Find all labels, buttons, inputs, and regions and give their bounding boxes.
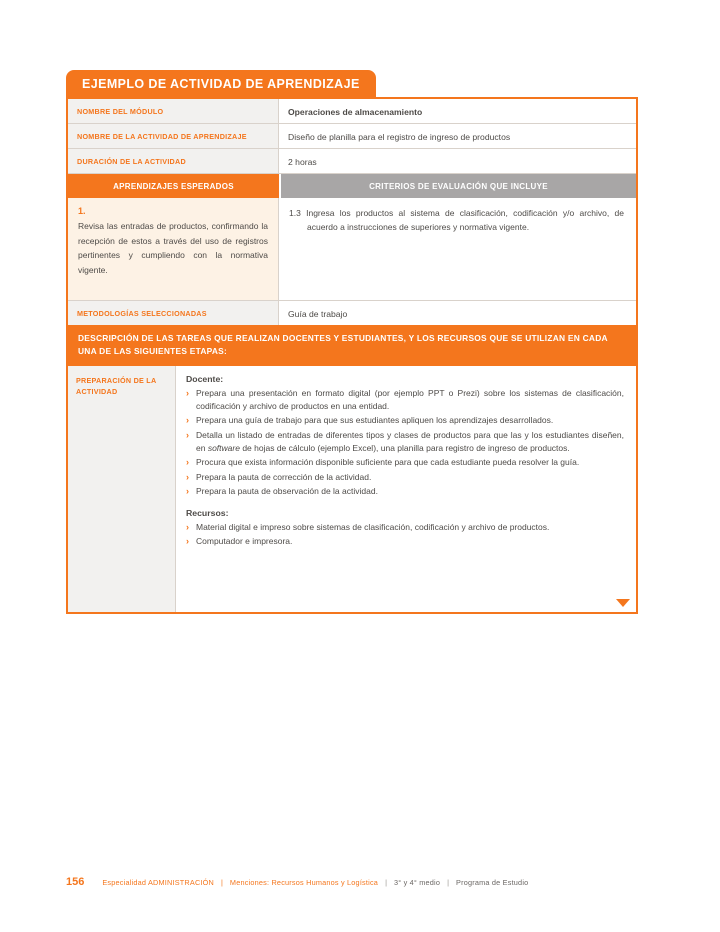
duration-value: 2 horas	[288, 156, 317, 167]
table-row-methodology	[68, 300, 636, 325]
list-item: › Prepara una presentación en formato digital (por ejemplo PPT o Prezi) sobre los sistemas de clasificación, codificación y archivo de productos en una entidad.	[186, 387, 624, 414]
footer-program: Programa de Estudio	[456, 878, 529, 887]
tasks-description-banner: DESCRIPCIÓN DE LAS TAREAS QUE REALIZAN DOCENTES Y ESTUDIANTES, Y LOS RECURSOS QUE SE UTILIZAN EN CADA UNA DE LAS SIGUIENTES ETAPAS:	[68, 325, 636, 366]
list-item: › Prepara la pauta de corrección de la actividad.	[186, 471, 624, 485]
bullet-icon: ›	[186, 536, 189, 547]
page-number: 156	[66, 876, 85, 888]
footer-separator: |	[447, 878, 450, 887]
expected-learning-text: Revisa las entradas de productos, confirmando la recepción de estos a través del uso de registros pertinentes y cumpliendo con la normativa vigente.	[78, 221, 268, 275]
page-footer	[66, 876, 528, 888]
table-row-duration	[68, 148, 636, 173]
table-row-module	[68, 99, 636, 123]
evaluation-criteria-cell	[279, 198, 636, 300]
methodology-value: Guía de trabajo	[288, 308, 348, 319]
evaluation-criteria-text: 1.3 Ingresa los productos al sistema de clasificación, codificación y/o archivo, de acuerdo a instrucciones de superiores y normativa vigente.	[289, 208, 624, 232]
table-row-activity-name	[68, 123, 636, 148]
activity-name-label: NOMBRE DE LA ACTIVIDAD DE APRENDIZAJE	[68, 124, 279, 148]
module-label: NOMBRE DEL MÓDULO	[68, 99, 279, 123]
list-item: › Detalla un listado de entradas de diferentes tipos y clases de productos para que las y los estudiantes diseñen, en software de hojas de cálculo (ejemplo Excel), una planilla para registro de ingreso de productos.	[186, 429, 624, 456]
footer-separator: |	[221, 878, 223, 887]
bullet-icon: ›	[186, 429, 189, 440]
continuation-arrow-icon	[616, 599, 630, 607]
bullet-icon: ›	[186, 471, 189, 482]
bullet-icon: ›	[186, 521, 189, 532]
docente-heading: Docente:	[186, 373, 224, 384]
evaluation-criteria-header: CRITERIOS DE EVALUACIÓN QUE INCLUYE	[281, 174, 636, 198]
list-item: › Prepara una guía de trabajo para que sus estudiantes apliquen los aprendizajes desarrollados.	[186, 414, 624, 428]
table-header-row	[68, 173, 636, 198]
footer-separator: |	[385, 878, 387, 887]
bullet-icon: ›	[186, 457, 189, 468]
document-page	[66, 70, 638, 614]
module-value: Operaciones de almacenamiento	[288, 106, 423, 117]
preparation-content	[176, 366, 636, 612]
activity-table	[66, 97, 638, 614]
bullet-icon: ›	[186, 387, 189, 398]
duration-label: DURACIÓN DE LA ACTIVIDAD	[68, 149, 279, 173]
recursos-heading: Recursos:	[186, 507, 229, 518]
bullet-icon: ›	[186, 415, 189, 426]
preparation-label: PREPARACIÓN DE LA ACTIVIDAD	[68, 366, 176, 612]
list-item: › Material digital e impreso sobre sistemas de clasificación, codificación y archivo de productos.	[186, 521, 624, 535]
preparation-row	[68, 366, 636, 612]
expected-learning-header: APRENDIZAJES ESPERADOS	[68, 174, 279, 198]
list-item: › Procura que exista información disponible suficiente para que cada estudiante pueda resolver la guía.	[186, 456, 624, 470]
footer-grade: 3° y 4° medio	[393, 878, 441, 887]
list-item: › Computador e impresora.	[186, 535, 624, 549]
footer-mentions: Menciones: Recursos Humanos y Logística	[229, 878, 379, 887]
activity-name-value: Diseño de planilla para el registro de ingreso de productos	[288, 131, 511, 142]
list-item: › Prepara la pauta de observación de la actividad.	[186, 485, 624, 499]
page-title: EJEMPLO DE ACTIVIDAD DE APRENDIZAJE	[66, 70, 376, 97]
methodology-label: METODOLOGÍAS SELECCIONADAS	[68, 301, 279, 325]
footer-specialty: Especialidad ADMINISTRACIÓN	[102, 878, 215, 887]
bullet-icon: ›	[186, 486, 189, 497]
learning-content-row	[68, 198, 636, 300]
expected-learning-number: 1.	[78, 206, 86, 216]
expected-learning-cell	[68, 198, 279, 300]
